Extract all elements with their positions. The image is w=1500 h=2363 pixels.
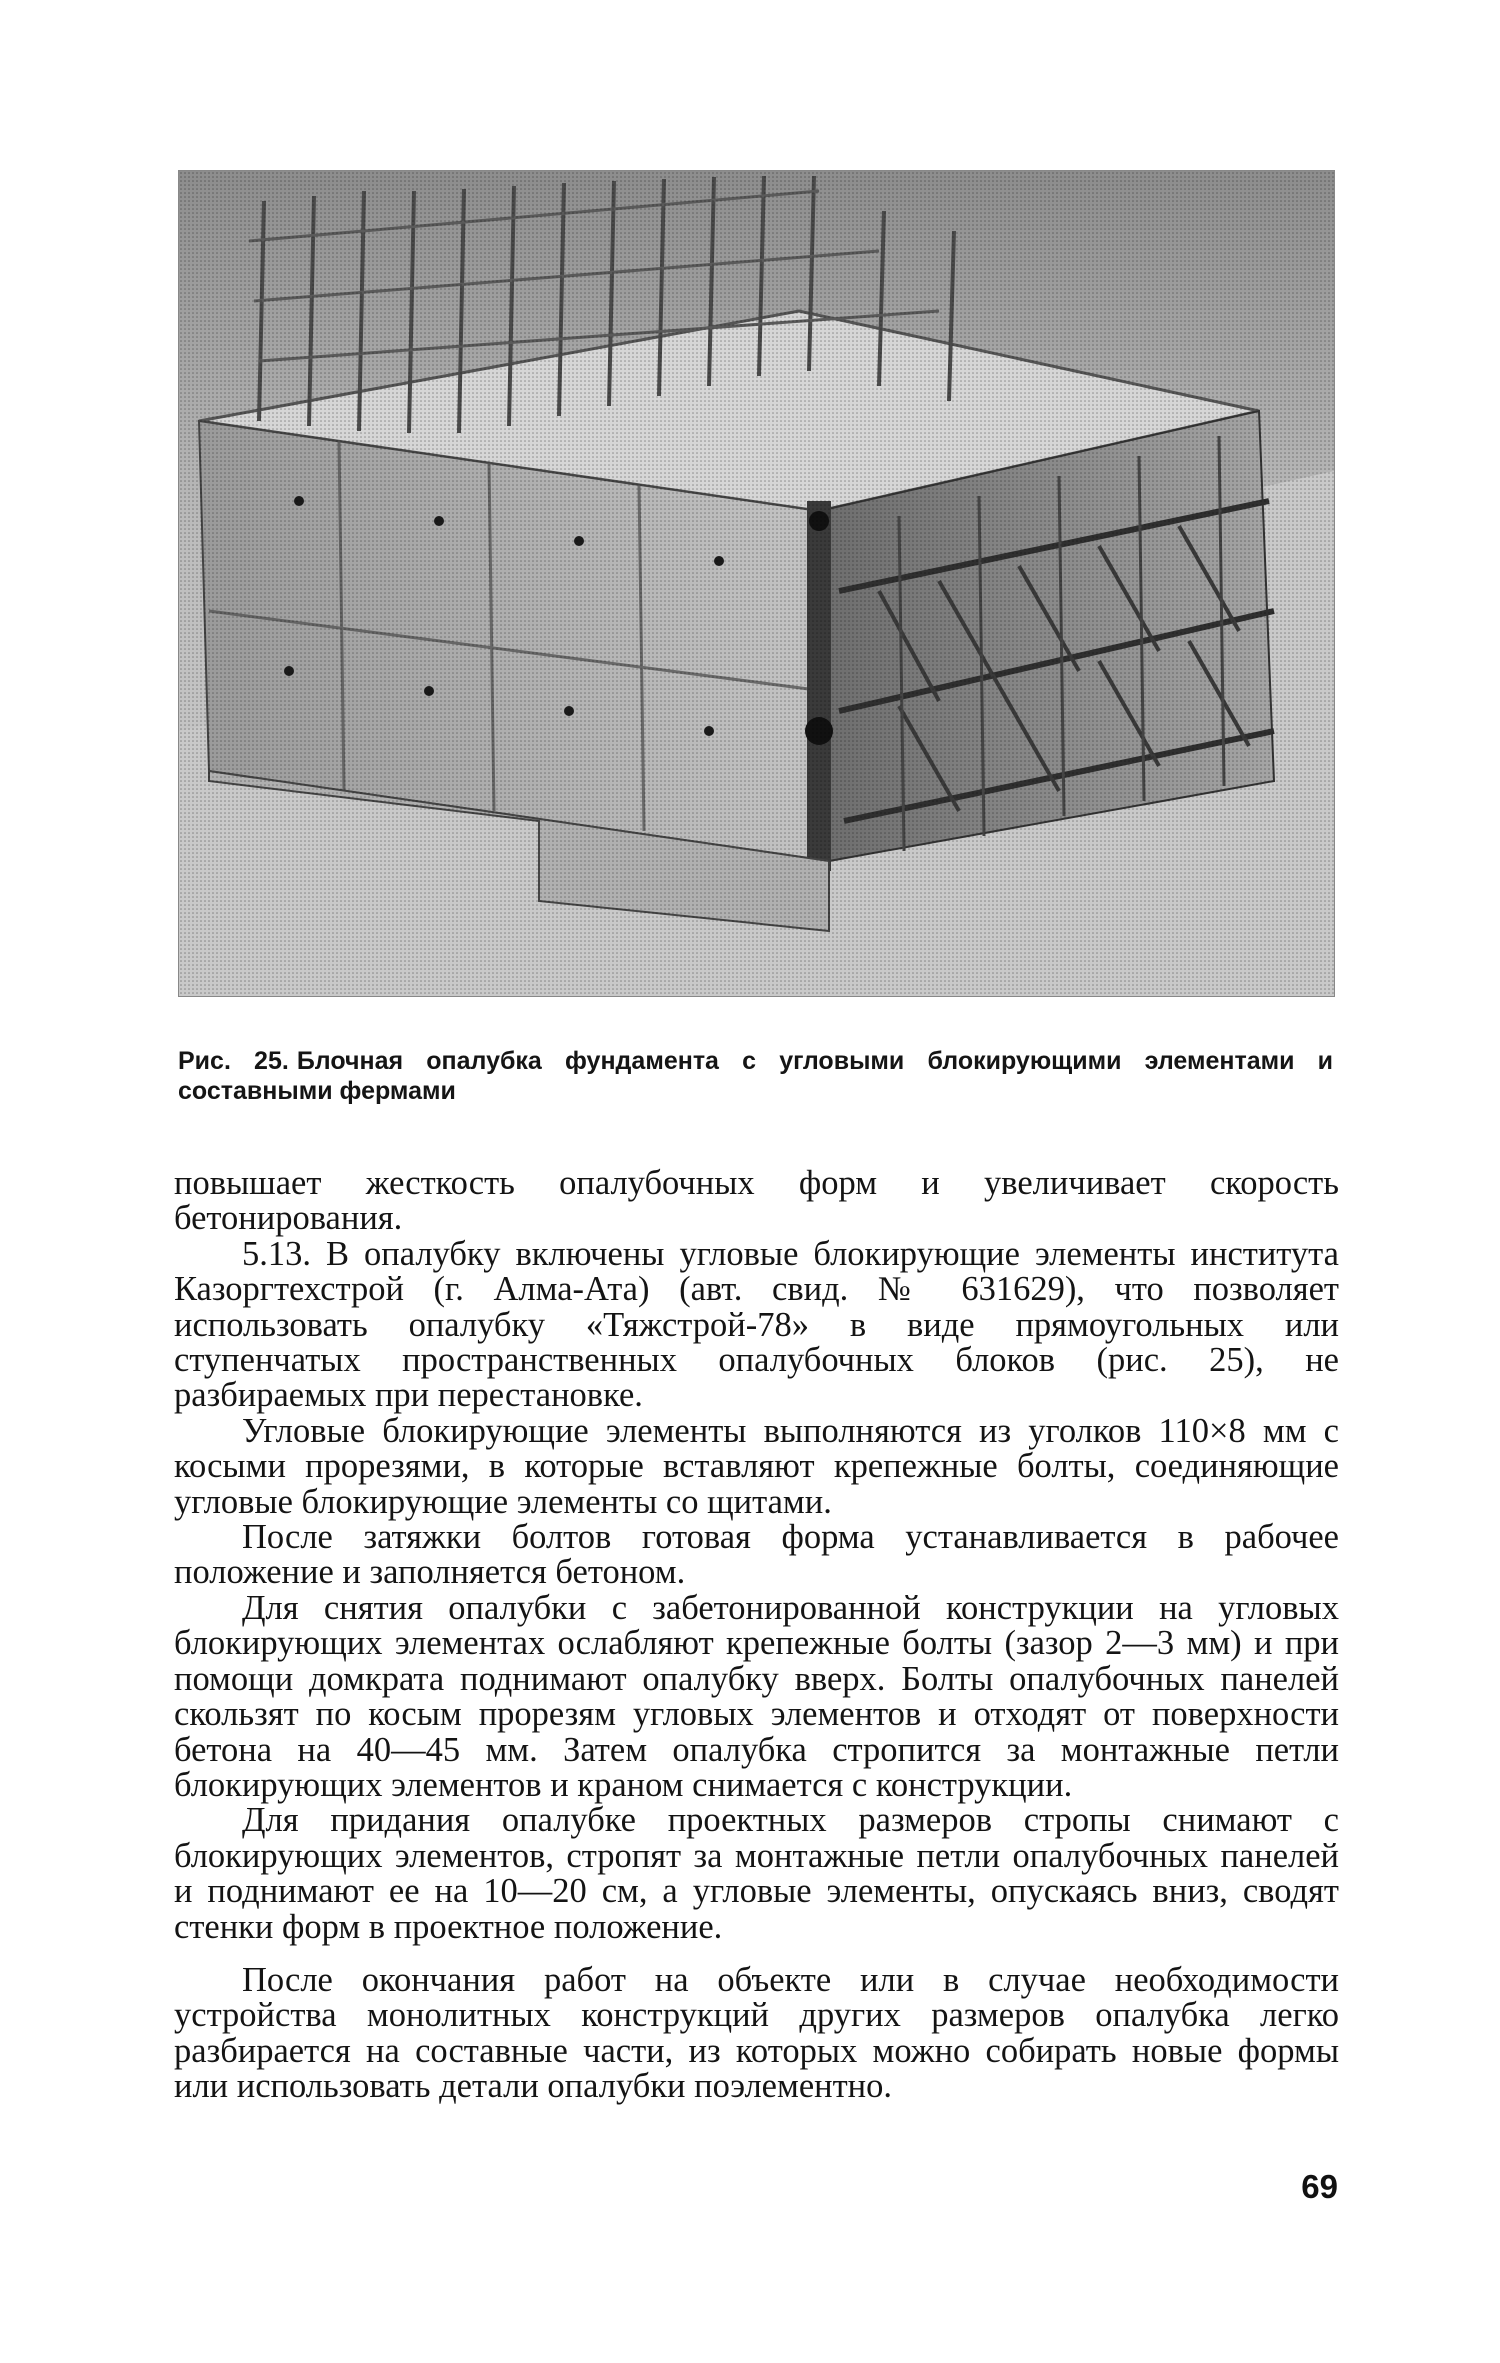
paragraph: После затяжки болтов готовая форма устанавливается в рабочее положение и заполняется бетоном. — [174, 1518, 1339, 1592]
paragraph: Для придания опалубке проектных размеров стропы снимают с блокирующих элементов, стропят за монтажные петли опалубочных панелей и поднимают ее на 10—20 см, а угловые элементы, опускаясь вниз, сводят стенки форм в проектное положение. — [174, 1801, 1339, 1946]
paragraph: 5.13. В опалубку включены угловые блокирующие элементы института Казоргтехстрой (г. Алма-Ата) (авт. свид. № 631629), что позволяет использовать опалубку «Тяжстрой-78» в виде прямоугольных или ступенчатых пространственных опалубочных блоков (рис. 25), не разбираемых при перестановке. — [174, 1234, 1339, 1415]
paragraph: Угловые блокирующие элементы выполняются из уголков 110×8 мм с косыми прорезями, в которые вставляют крепежные болты, соединяющие угловые блокирующие элементы со щитами. — [174, 1411, 1339, 1521]
paragraph: Для снятия опалубки с забетонированной конструкции на угловых блокирующих элементах ослабляют крепежные болты (зазор 2—3 мм) и при помощи домкрата поднимают опалубку вверх. Болты опалубочных панелей скользят по косым прорезям угловых элементов и отходят от поверхности бетона на 40—45 мм. Затем опалубка стропится за монтажные петли блокирующих элементов и краном снимается с конструкции. — [174, 1588, 1339, 1804]
figure-caption — [178, 1046, 1333, 1106]
figure-number: Рис. 25. — [178, 1047, 289, 1075]
figure-caption-text: Блочная опалубка фундамента с угловыми блокирующими элементами и составными фермами — [178, 1047, 1333, 1105]
paragraph: После окончания работ на объекте или в случае необходимости устройства монолитных конструкций других размеров опалубка легко разбирается на составные части, из которых можно собирать новые формы или использовать детали опалубки поэлементно. — [174, 1960, 1339, 2106]
body-text — [174, 1166, 1339, 2105]
paragraph: повышает жесткость опалубочных форм и увеличивает скорость бетонирования. — [174, 1164, 1339, 1238]
figure-25-photo — [178, 170, 1335, 997]
page-number: 69 — [1301, 2168, 1338, 2205]
